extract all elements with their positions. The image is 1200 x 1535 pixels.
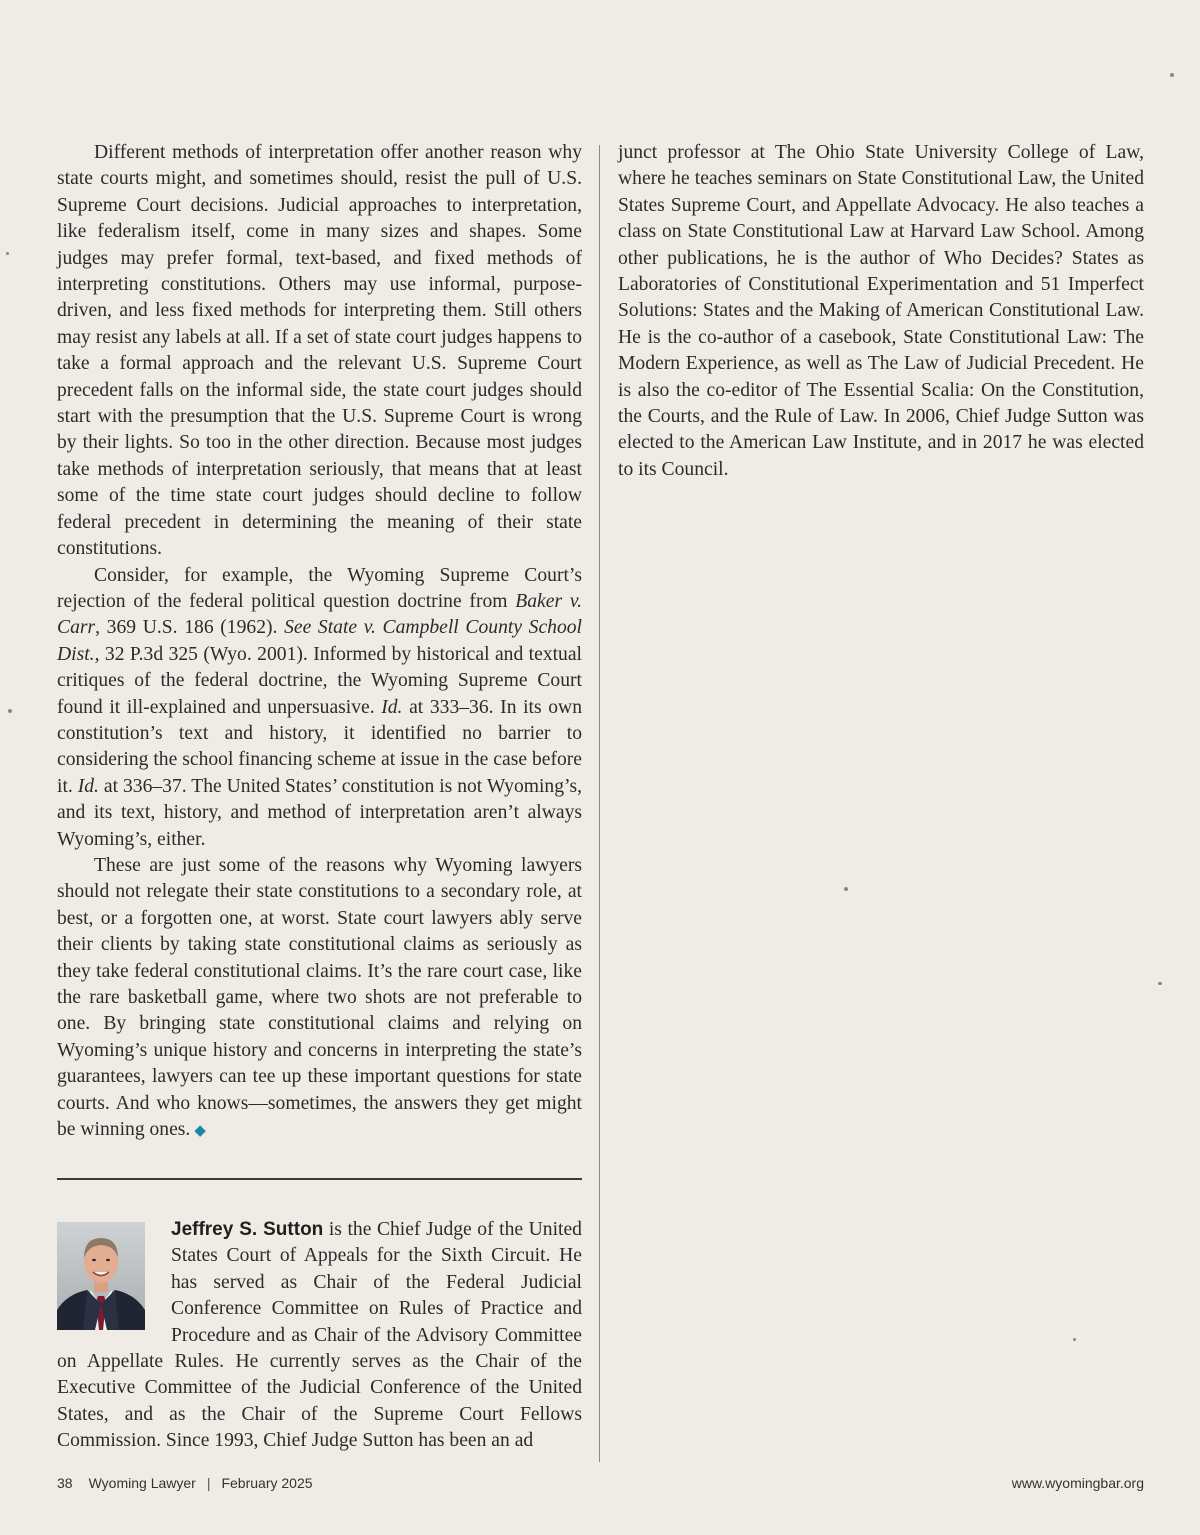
paragraph: Different methods of interpretation offer another reason why state courts might, and sometimes should, resist the pull of U.S. Supreme Court decisions. Judicial approaches to interpretation, like federalism itself, come in many sizes and shapes. Some judges may prefer formal, text-based, and fixed methods of interpreting constitutions. Others may use informal, purpose-driven, and less fixed methods for interpreting them. Still others may resist any labels at all. If a set of state court judges happens to take a formal approach and the relevant U.S. Supreme Court precedent falls on the informal side, the state court judges should start with the presumption that the U.S. Supreme Court is wrong by their lights. So too in the other direction. Because most judges take methods of interpretation seriously, that means that at least some of the time state court judges should decline to follow federal precedent in determining the meaning of their state constitutions. (57, 142, 582, 560)
paper-speck (8, 709, 12, 713)
paper-speck (1158, 982, 1162, 985)
paper-speck (1170, 73, 1174, 77)
paper-speck (844, 887, 848, 891)
diamond-icon: ◆ (194, 1121, 206, 1140)
paper-speck (6, 252, 9, 255)
bio-continuation: junct professor at The Ohio State University College of Law, where he teaches seminars on State Constitutional Law, the United States Supreme Court, and Appellate Advocacy. He also teaches a class on State Constitutional Law at Harvard Law School. Among other publications, he is the author of Who Decides? States as Laboratories of Constitutional Experimentation and 51 Imperfect Solutions: States and the Making of American Constitutional Law. He is the co-author of a casebook, State Constitutional Law: The Modern Experience, as well as The Law of Judicial Precedent. He is also the co-editor of The Essential Scalia: On the Constitution, the Courts, and the Rule of Law. In 2006, Chief Judge Sutton was elected to the American Law Institute, and in 2017 he was elected to its Council. (618, 142, 1144, 480)
text-run: at 333–36. In its own constitution’s text and history, it identified no barrier to considering the school financing scheme at issue in the case before it. (57, 696, 582, 797)
text-run: at 336–37. The United States’ constitution is not Wyoming’s, and its text, history, and method of interpretation aren’t always Wyoming’s, either. (57, 775, 582, 850)
magazine-title: Wyoming Lawyer (88, 1475, 196, 1491)
text-run: , 32 P.3d 325 (Wyo. 2001). Informed by historical and textual critiques of the federal doctrine, the Wyoming Supreme Court found it ill-explained and unpersuasive. (57, 643, 582, 718)
author-portrait-photo (57, 1222, 145, 1330)
bio-separator-rule (57, 1178, 582, 1180)
author-bio (57, 1217, 582, 1455)
page-footer (57, 1475, 313, 1491)
left-text-column (57, 140, 582, 1143)
text-run: , 369 U.S. 186 (1962). (95, 617, 285, 639)
text-run: Consider, for example, the Wyoming Supreme Court’s rejection of the federal political question doctrine from (57, 564, 582, 612)
text-run: These are just some of the reasons why Wyoming lawyers should not relegate their state constitutions to a secondary role, at best, or a forgotten one, at worst. State court lawyers ably serve their clients by taking state constitutional claims as seriously as they take federal constitutional claims. It’s the rare court case, like the rare basketball game, where two shots are not preferable to one. By bringing state constitutional claims and relying on Wyoming’s unique history and concerns in interpreting the state’s guarantees, lawyers can tee up these important questions for state courts. And who knows—sometimes, the answers they get might be winning ones. (57, 854, 582, 1141)
issue-date: February 2025 (221, 1475, 313, 1491)
id-citation: Id. (381, 696, 403, 718)
author-name: Jeffrey S. Sutton (171, 1219, 324, 1240)
case-citation: Baker v. Carr (57, 590, 582, 639)
footer-separator: | (206, 1475, 211, 1491)
paragraph-wyoming-case (57, 563, 582, 853)
website-url[interactable]: www.wyomingbar.org (1011, 1475, 1144, 1491)
page-number: 38 (57, 1475, 73, 1491)
case-citation: See State v. Campbell County School Dist. (57, 617, 582, 665)
paragraph-conclusion (57, 853, 582, 1143)
paper-speck (1073, 1338, 1076, 1341)
id-citation: Id. (77, 775, 99, 797)
bio-text: is the Chief Judge of the United States Court of Appeals for the Sixth Circuit. He has served as Chair of the Federal Judicial Conference Committee on Rules of Practice and Procedure and as Chair of the Advisory Committee on Appellate Rules. He currently serves as the Chair of the Executive Committee of the Judicial Conference of the United States, and as the Chair of the Supreme Court Fellows Commission. Since 1993, Chief Judge Sutton has been an ad (57, 1219, 582, 1452)
column-divider (599, 145, 600, 1462)
right-text-column (618, 140, 1144, 483)
